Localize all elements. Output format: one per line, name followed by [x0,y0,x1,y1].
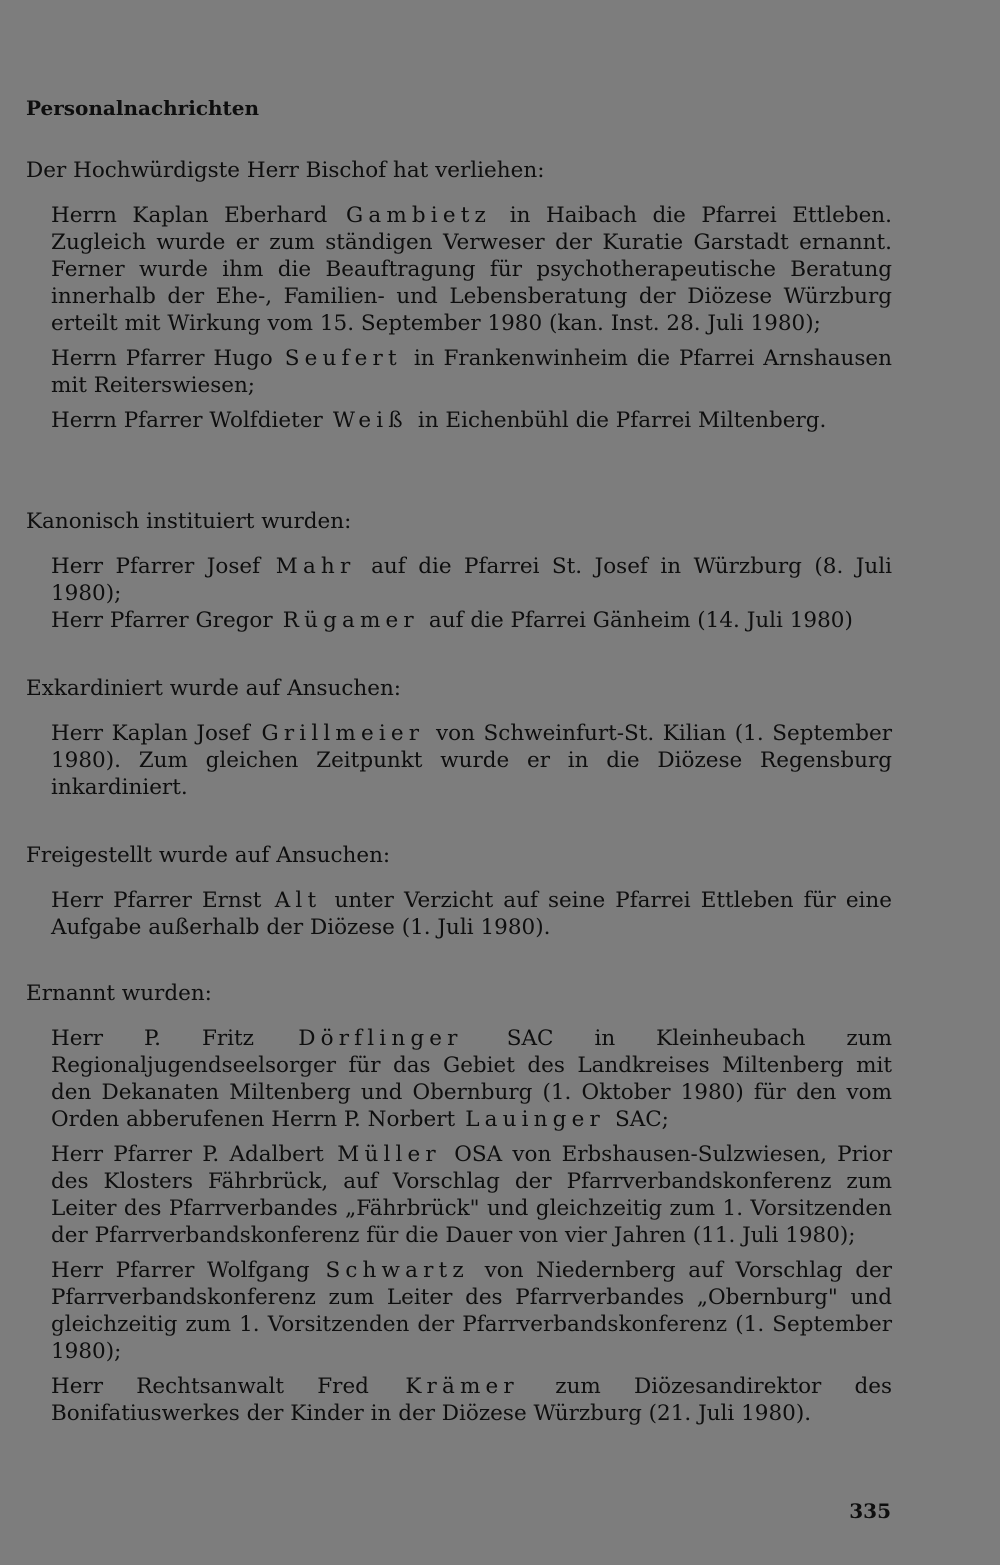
page-number: 335 [849,1499,891,1523]
entry-kraemer: Herr Rechtsanwalt Fred Krämer zum Diözesandirektor des Bonifatiuswerkes der Kinder in der Diözese Würzburg (21. Juli 1980). [51,1374,893,1426]
surname: Gambietz [346,203,492,228]
surname: Alt [274,888,322,913]
surname: Dörflinger [298,1026,463,1051]
section-label: Der Hochwürdigste Herr Bischof hat verliehen: [26,158,545,183]
surname: Müller [337,1142,441,1167]
page-heading: Personalnachrichten [26,96,260,120]
section-instituiert [26,508,892,634]
entry-weiss: Herrn Pfarrer Wolfdieter Weiß in Eichenbühl die Pfarrei Miltenberg. [51,408,827,433]
section-ernannt [26,980,892,1427]
surname: Schwartz [325,1258,469,1283]
entry-mueller: Herr Pfarrer P. Adalbert Müller OSA von Erbshausen-Sulzwiesen, Prior des Klosters Fährbrück, auf Vorschlag der Pfarrverbandskonferenz zum Leiter des Pfarrverbandes „Fährbrück" und gleichzeitig zum 1. Vorsitzenden der Pfarrverbandskonferenz für die Dauer von vier Jahren (11. Juli 1980); [51,1142,892,1248]
entry-list [26,202,892,434]
entry-schwartz: Herr Pfarrer Wolfgang Schwartz von Niedernberg auf Vorschlag der Pfarrverbandskonferenz zum Leiter des Pfarrverbandes „Obernburg" und gleichzeitig zum 1. Vorsitzenden der Pfarrverbandskonferenz (1. September 1980); [51,1258,893,1364]
surname: Mahr [275,554,356,579]
entry-gambietz: Herrn Kaplan Eberhard Gambietz in Haibach die Pfarrei Ettleben. Zugleich wurde er zum ständigen Verweser der Kuratie Garstadt ernannt. Ferner wurde ihm die Beauftragung für psychotherapeutische Beratung innerhalb der Ehe-, Familien- und Lebensberatung der Diözese Würzburg erteilt mit Wirkung vom 15. September 1980 (kan. Inst. 28. Juli 1980); [51,203,892,336]
entry-doerflinger: Herr P. Fritz Dörflinger SAC in Kleinheubach zum Regionaljugendseelsorger für das Gebiet des Landkreises Miltenberg mit den Dekanaten Miltenberg und Obernburg (1. Oktober 1980) für den vom Orden abberufenen Herrn P. Norbert Lauinger SAC; [51,1026,892,1132]
section-freigestellt [26,842,892,941]
entry-seufert: Herrn Pfarrer Hugo Seufert in Frankenwinheim die Pfarrei Arnshausen mit Reiterswiesen; [51,346,892,398]
surname: Seufert [284,346,402,371]
surname: Weiß [332,408,408,433]
entry-ruegamer: Herr Pfarrer Gregor Rügamer auf die Pfarrei Gänheim (14. Juli 1980) [51,608,853,633]
surname: Grillmeier [261,721,425,746]
surname: Lauinger [465,1107,605,1132]
surname: Rügamer [282,608,419,633]
section-label: Kanonisch instituiert wurden: [26,509,352,534]
entry-list [26,887,892,941]
entry-mahr: Herr Pfarrer Josef Mahr auf die Pfarrei St. Josef in Würzburg (8. Juli 1980); [51,554,892,606]
section-label: Freigestellt wurde auf Ansuchen: [26,843,391,868]
entry-alt: Herr Pfarrer Ernst Alt unter Verzicht auf seine Pfarrei Ettleben für eine Aufgabe außerhalb der Diözese (1. Juli 1980). [51,888,892,940]
section-verliehen [26,157,892,434]
entry-list [26,720,892,801]
entry-list [26,1025,892,1427]
section-exkardiniert [26,675,892,801]
entry-list [26,553,892,634]
surname: Krämer [405,1374,519,1399]
entry-grillmeier: Herr Kaplan Josef Grillmeier von Schweinfurt-St. Kilian (1. September 1980). Zum gleichen Zeitpunkt wurde er in die Diözese Regensburg inkardiniert. [51,721,892,800]
section-label: Ernannt wurden: [26,981,212,1006]
section-label: Exkardiniert wurde auf Ansuchen: [26,676,402,701]
